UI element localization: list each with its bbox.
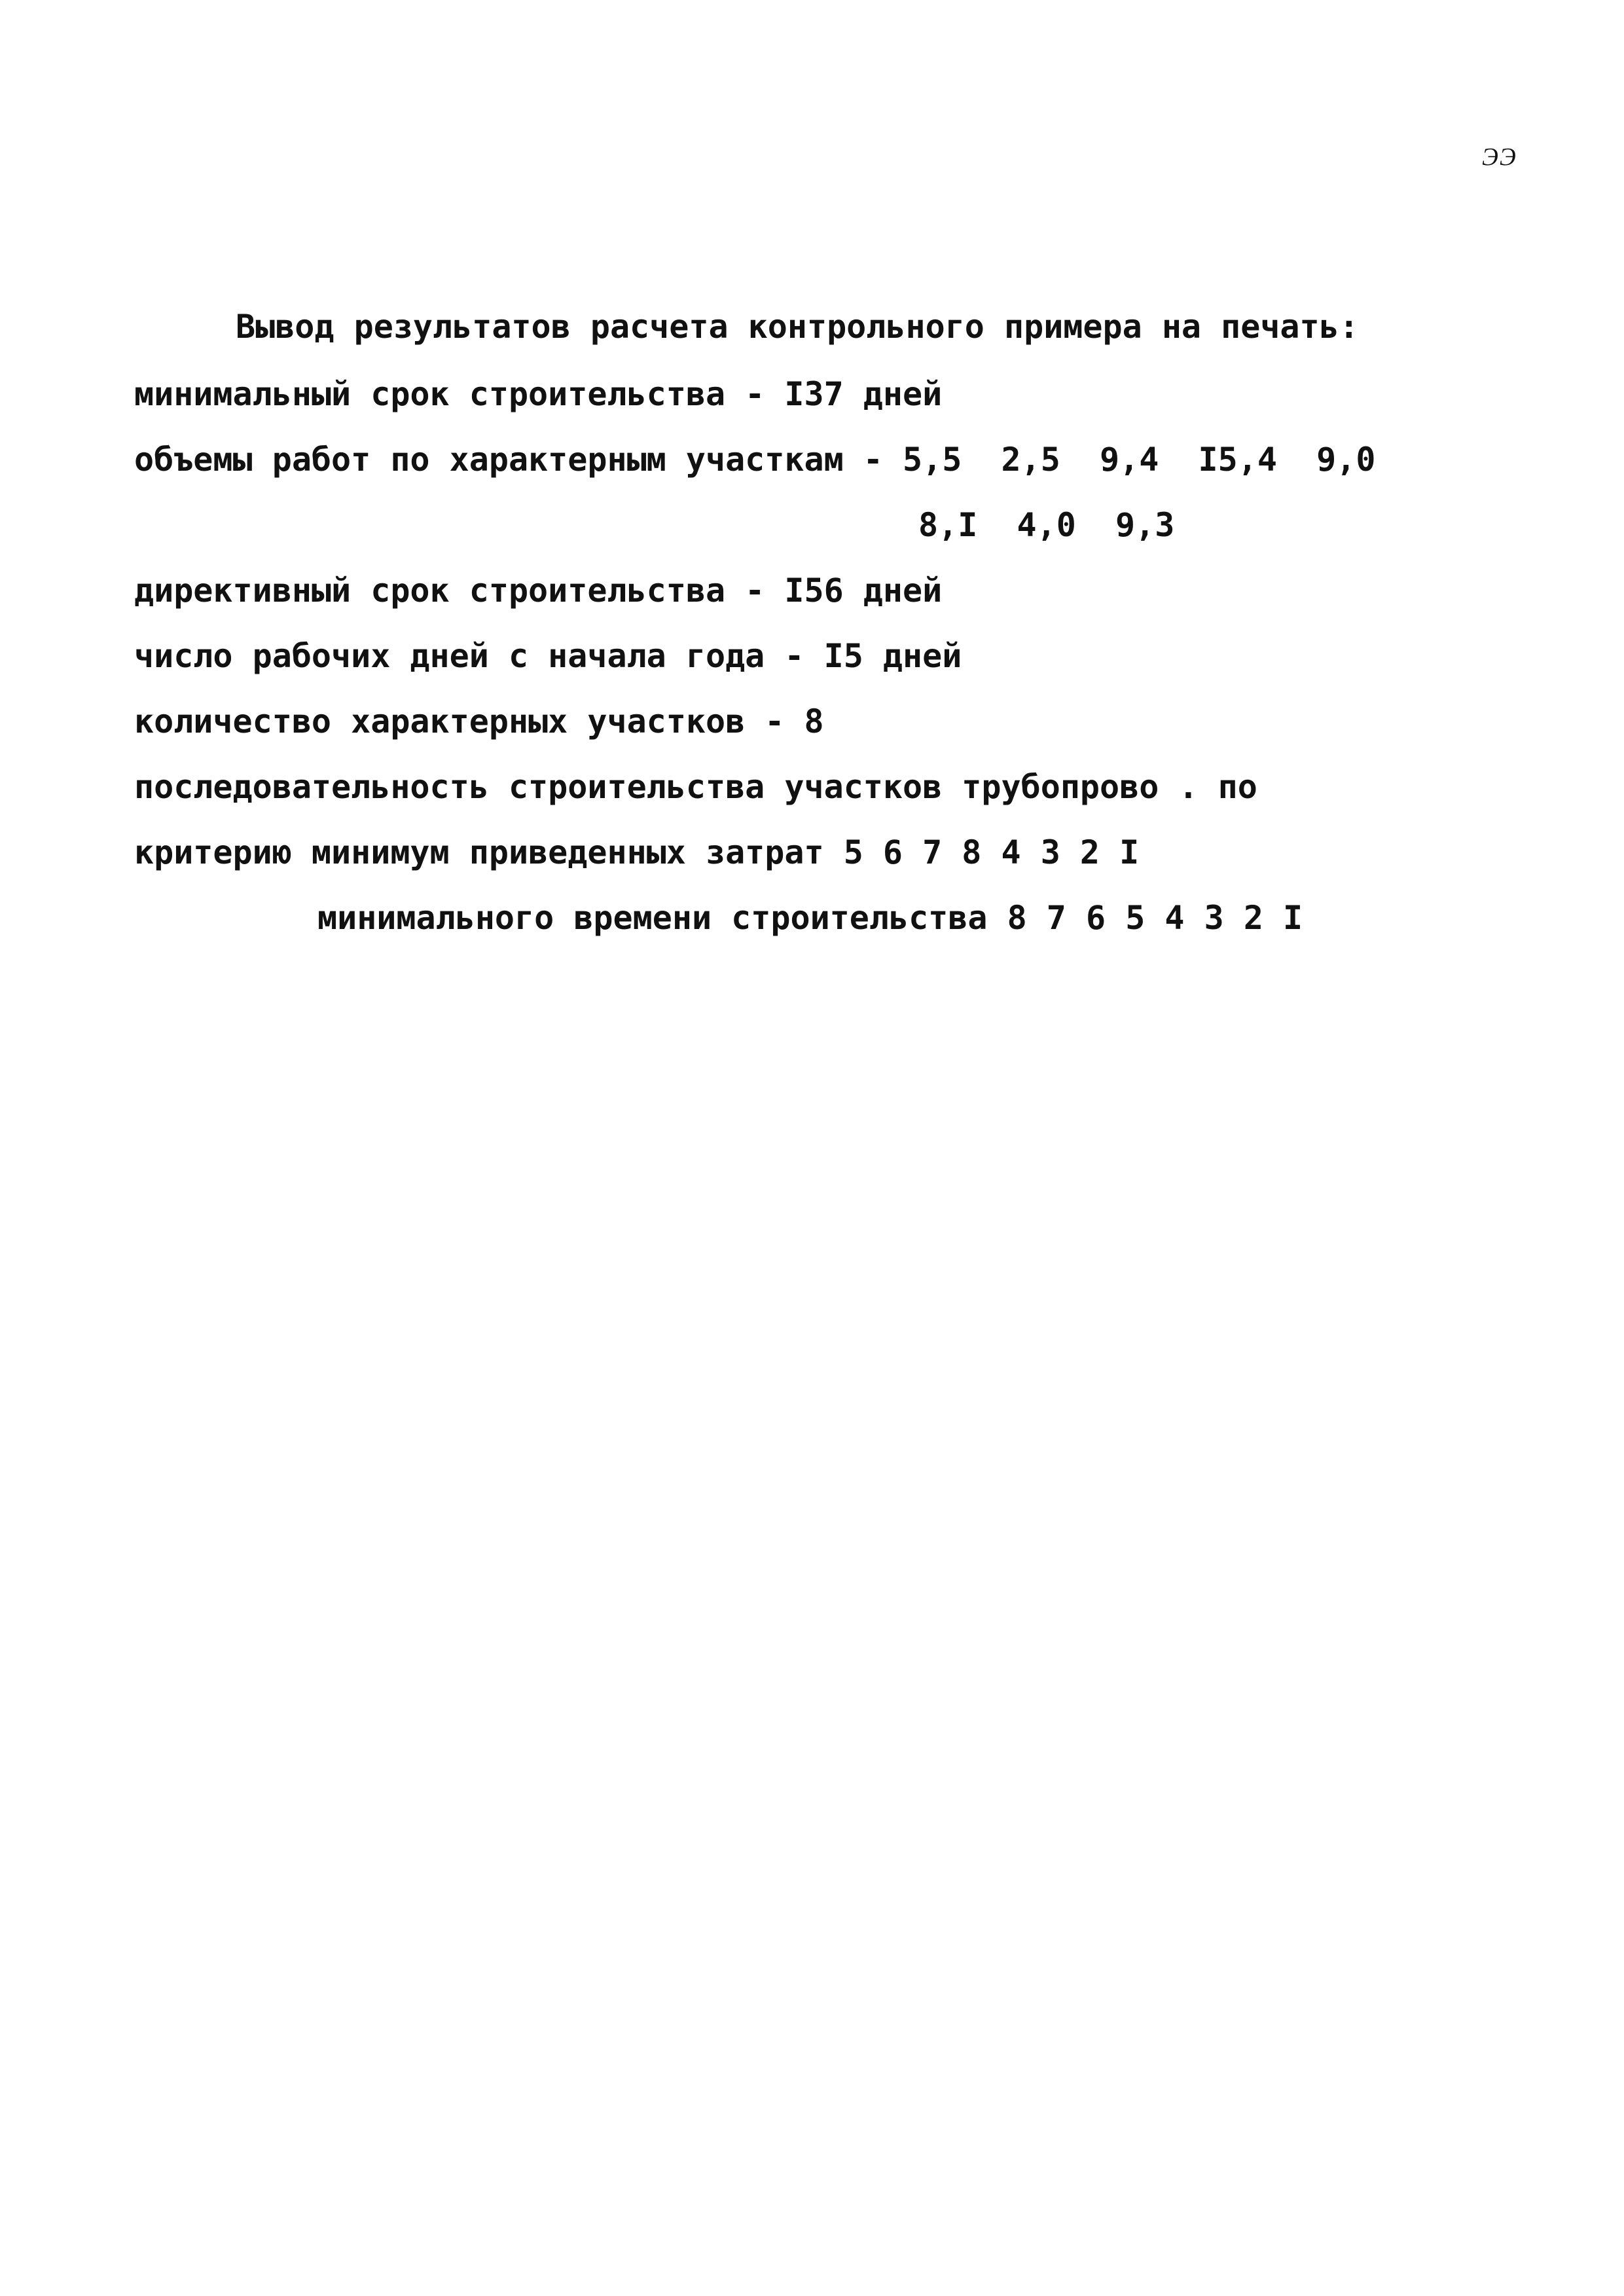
heading-line: Вывод результатов расчета контрольного примера на печать: xyxy=(236,308,1359,346)
min-construction-term-line: минимальный срок строительства - I37 дней xyxy=(134,375,943,413)
directive-term-line: директивный срок строительства - I56 дней xyxy=(134,572,943,610)
work-volumes-line: объемы работ по характерным участкам - 5,5 2,5 9,4 I5,4 9,0 xyxy=(134,441,1376,479)
work-volumes-continuation-line: 8,I 4,0 9,3 xyxy=(918,506,1175,544)
page-number: ЭЭ xyxy=(1482,143,1517,171)
working-days-line: число рабочих дней с начала года - I5 дней xyxy=(134,637,962,675)
sequence-heading-line: последовательность строительства участков трубопрово . по xyxy=(134,768,1257,806)
sections-count-line: количество характерных участков - 8 xyxy=(134,702,824,740)
min-cost-criterion-line: критерию минимум приведенных затрат 5 6 7 8 4 3 2 I xyxy=(134,833,1140,871)
min-time-criterion-line: минимального времени строительства 8 7 6 5 4 3 2 I xyxy=(317,899,1303,937)
